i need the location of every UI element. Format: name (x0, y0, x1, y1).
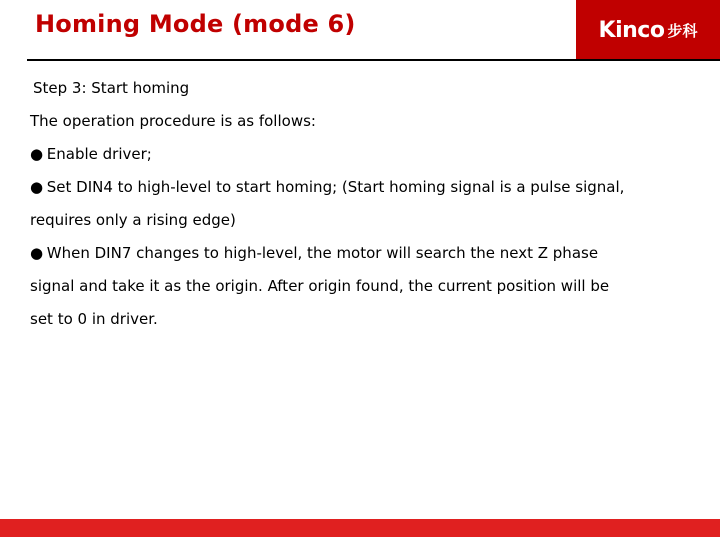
intro-text: The operation procedure is as follows: (30, 112, 316, 130)
slide-title: Homing Mode (mode 6) (35, 10, 356, 38)
title-divider (27, 59, 720, 61)
logo-brand-text: Kinco (598, 17, 665, 43)
bullet-text: Set DIN4 to high-level to start homing; (Start homing signal is a pulse signal, (46, 178, 625, 196)
bullet-text: When DIN7 changes to high-level, the motor will search the next Z phase (46, 244, 599, 262)
continuation-line: signal and take it as the origin. After origin found, the current position will be (30, 277, 610, 295)
bullet-icon: ● (30, 178, 44, 196)
bullet-icon: ● (30, 145, 44, 163)
bullet-line-2 (30, 171, 690, 204)
logo-cn-text: 步科 (667, 21, 698, 40)
footer-bar (0, 519, 720, 537)
bullet-icon: ● (30, 244, 44, 262)
bullet-line-3 (30, 237, 690, 270)
kinco-logo (576, 0, 720, 60)
bullet-line-1 (30, 138, 690, 171)
bullet-text: Enable driver; (46, 145, 152, 163)
continuation-line: requires only a rising edge) (30, 211, 236, 229)
content-body (30, 72, 690, 336)
continuation-line: set to 0 in driver. (30, 310, 158, 328)
step-heading: Step 3: Start homing (33, 79, 190, 97)
